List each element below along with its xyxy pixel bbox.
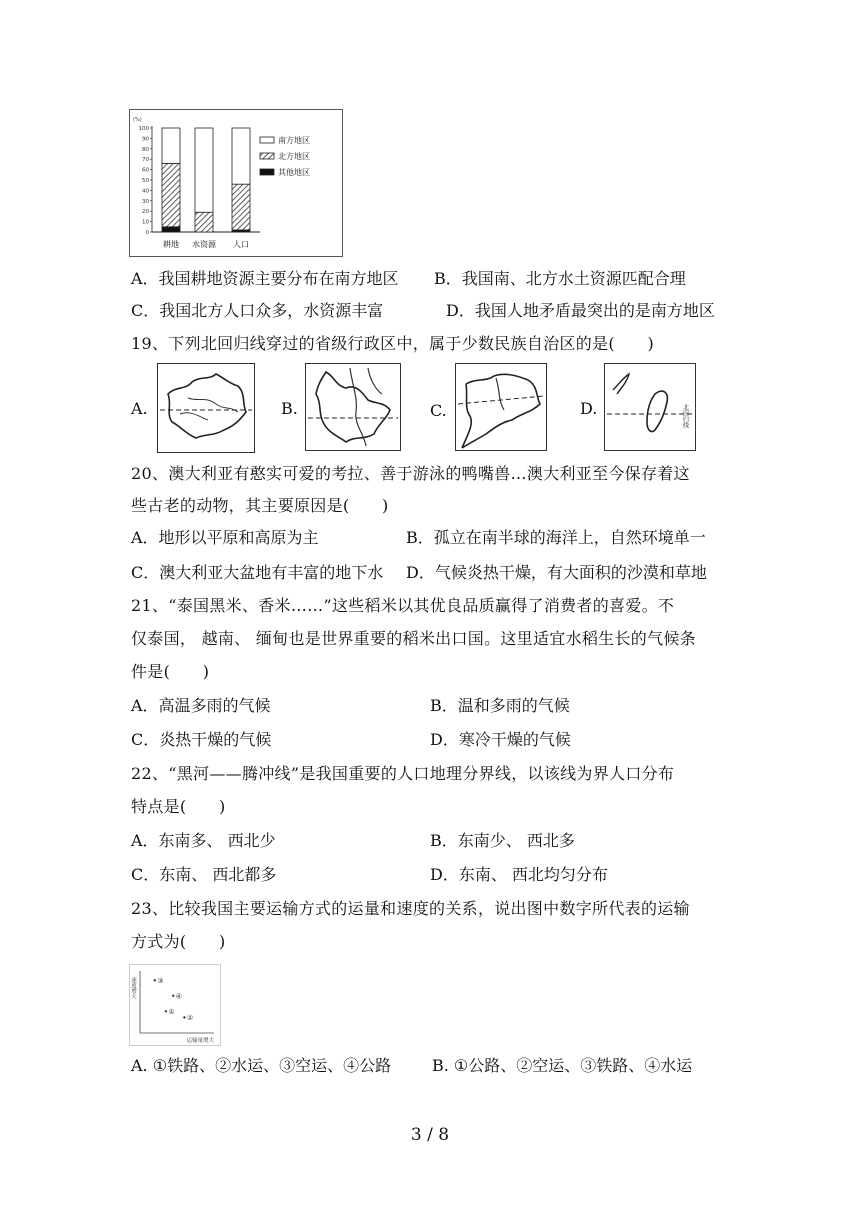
legend-label: 其他地区 (278, 168, 310, 177)
q19-label-c[interactable]: C. (430, 401, 447, 420)
transport-speed-volume-chart (129, 964, 221, 1046)
y-tick-label: 20 (142, 209, 149, 216)
q19-label-a[interactable]: A. (131, 399, 148, 418)
y-tick-label: 50 (142, 178, 149, 184)
q19-label-d[interactable]: D. (580, 399, 598, 418)
bar-segment-south-2 (232, 128, 250, 184)
x-axis-label: 运输量增大 (186, 1038, 214, 1044)
q21-option-d[interactable]: D．寒冷干燥的气候 (430, 730, 571, 749)
q20-stem-line2: 些古老的动物，其主要原因是( ) (131, 496, 389, 515)
guangxi-map-icon (158, 364, 254, 452)
q20-option-d[interactable]: D．气候炎热干燥，有大面积的沙漠和草地 (406, 563, 707, 582)
bar-segment-other-0 (162, 227, 180, 232)
y-tick-label: 10 (142, 219, 149, 226)
q22-option-d[interactable]: D．东南、 西北均匀分布 (430, 865, 608, 884)
q19-label-b[interactable]: B. (281, 399, 298, 418)
legend-label: 北方地区 (278, 152, 310, 161)
transport-point-label: ④ (175, 992, 183, 1001)
legend-swatch (260, 137, 274, 143)
q19-map-a[interactable] (157, 363, 255, 453)
land-water-population-chart (129, 109, 343, 257)
y-tick-label: 90 (142, 136, 149, 143)
guangdong-map-icon (456, 364, 546, 450)
q23-stem-line2: 方式为( ) (131, 932, 226, 951)
q21-option-c[interactable]: C．炎热干燥的气候 (131, 730, 272, 749)
q19-map-d-caption: 北回归线 (681, 404, 689, 428)
q21-option-b[interactable]: B．温和多雨的气候 (430, 696, 570, 715)
y-tick-label: 30 (142, 198, 149, 205)
y-tick-label: 40 (142, 188, 149, 195)
yunnan-map-icon (306, 364, 400, 450)
q19-map-b[interactable] (305, 363, 401, 451)
q19-map-c[interactable] (455, 363, 547, 451)
x-category-label: 耕地 (163, 240, 179, 249)
q23-option-b[interactable]: B. ①公路、②空运、③铁路、④水运 (432, 1056, 693, 1075)
q20-option-c[interactable]: C．澳大利亚大盆地有丰富的地下水 (131, 563, 384, 582)
y-axis-label: 速度增大 (130, 977, 136, 999)
transport-point (165, 1010, 167, 1012)
bar-segment-north-0 (162, 163, 180, 226)
stacked-bar-chart-svg (130, 110, 342, 256)
page-number: 3 / 8 (410, 1125, 450, 1145)
bar-segment-south-0 (162, 128, 180, 163)
q21-stem-line1: 21、“泰国黑米、香米……”这些稻米以其优良品质赢得了消费者的喜爱。不 (131, 596, 675, 615)
legend-label: 南方地区 (278, 136, 310, 145)
q21-option-a[interactable]: A．高温多雨的气候 (131, 696, 271, 715)
q20-option-b[interactable]: B．孤立在南半球的海洋上，自然环境单一 (406, 528, 706, 547)
y-tick-label: 60 (142, 167, 149, 174)
legend-swatch (260, 153, 274, 159)
q22-option-b[interactable]: B．东南少、 西北多 (430, 831, 575, 850)
y-tick-label: 70 (142, 157, 149, 164)
transport-point-label: ② (186, 1014, 194, 1022)
q23-option-a[interactable]: A. ①铁路、②水运、③空运、④公路 (131, 1056, 392, 1075)
transport-point (183, 1016, 185, 1018)
q23-stem-line1: 23、比较我国主要运输方式的运量和速度的关系，说出图中数字所代表的运输 (131, 899, 690, 918)
bar-segment-south-1 (195, 128, 213, 212)
y-tick-label: 0 (145, 230, 149, 236)
q22-stem-line1: 22、“黑河——腾冲线”是我国重要的人口地理分界线，以该线为界人口分布 (131, 764, 675, 783)
q18-option-d[interactable]: D．我国人地矛盾最突出的是南方地区 (446, 301, 715, 320)
q20-stem-line1: 20、澳大利亚有憨实可爱的考拉、善于游泳的鸭嘴兽…澳大利亚至今保存着这 (131, 464, 690, 483)
q18-option-a[interactable]: A．我国耕地资源主要分布在南方地区 (131, 269, 399, 288)
transport-point (154, 979, 156, 981)
bar-segment-north-1 (195, 212, 213, 232)
q18-option-b[interactable]: B．我国南、北方水土资源匹配合理 (434, 269, 686, 288)
transport-point-label: ① (168, 1007, 175, 1016)
q18-option-c[interactable]: C．我国北方人口众多，水资源丰富 (131, 301, 384, 320)
q22-stem-line2: 特点是( ) (131, 797, 226, 816)
q19-stem: 19、下列北回归线穿过的省级行政区中，属于少数民族自治区的是( ) (131, 334, 655, 353)
x-category-label: 人口 (233, 240, 249, 249)
q22-option-c[interactable]: C．东南、 西北都多 (131, 865, 277, 884)
q20-option-a[interactable]: A．地形以平原和高原为主 (131, 528, 319, 547)
transport-point (172, 995, 174, 997)
y-tick-label: 80 (142, 146, 149, 153)
q19-map-d[interactable] (604, 363, 696, 451)
y-tick-label: 100 (138, 126, 149, 132)
q22-option-a[interactable]: A．东南多、 西北少 (131, 831, 276, 850)
taiwan-map-icon (605, 364, 695, 450)
legend-swatch (260, 169, 274, 175)
bar-segment-north-2 (232, 184, 250, 230)
q21-stem-line2: 仅泰国， 越南、 缅甸也是世界重要的稻米出口国。这里适宜水稻生长的气候条 (131, 629, 696, 648)
scatter-chart-svg (130, 965, 220, 1045)
transport-point-label: ③ (157, 976, 164, 985)
x-category-label: 水资源 (192, 240, 216, 249)
q21-stem-line3: 件是( ) (131, 662, 210, 681)
y-axis-unit-label: (%) (133, 117, 142, 123)
